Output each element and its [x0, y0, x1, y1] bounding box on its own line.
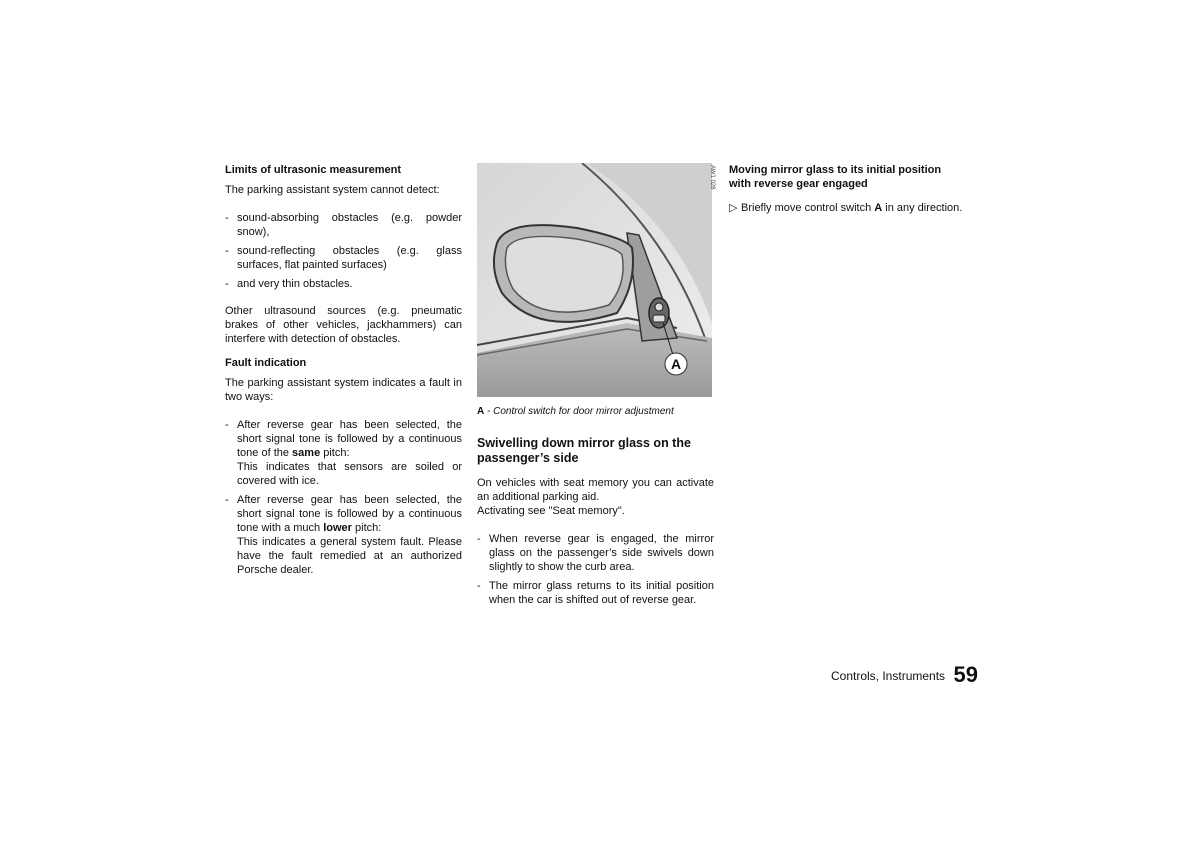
triangle-bullet-icon: ▷	[729, 202, 738, 214]
heading-line1: Moving mirror glass to its initial position	[729, 164, 942, 176]
instruction-bold: A	[874, 202, 883, 214]
fault-item-note: This indicates a general system fault. Please have the fault remedied at an authorized Porsche dealer.	[237, 536, 462, 576]
list-item	[225, 418, 462, 488]
fault-item-bold: same	[292, 447, 321, 459]
instruction-text: Briefly move control switch	[741, 202, 875, 214]
swivel-list	[477, 532, 714, 607]
swivel-heading-line2: passenger’s side	[477, 451, 579, 465]
fault-item-text: After reverse gear has been selected, the short signal tone is followed by a continuous tone of the	[237, 419, 462, 459]
swivel-reference: Activating see "Seat memory".	[477, 505, 625, 517]
fault-item-bold: lower	[323, 522, 352, 534]
caption-label: A	[477, 406, 485, 417]
fault-item-text-end: pitch:	[351, 522, 382, 534]
fault-item-text-end: pitch:	[320, 447, 350, 459]
list-item: - When reverse gear is engaged, the mirror glass on the passenger’s side swivels down slightly to show the curb area.	[477, 532, 714, 574]
column-right	[729, 163, 969, 215]
caption-text: - Control switch for door mirror adjustment	[484, 406, 674, 417]
limits-other-sources: Other ultrasound sources (e.g. pneumatic brakes of other vehicles, jackhammers) can interfere with detection of obstacles.	[225, 305, 462, 345]
page-number: 59	[953, 662, 978, 687]
list-item: - sound-reflecting obstacles (e.g. glass surfaces, flat painted surfaces)	[225, 244, 462, 272]
figure-code: AW1 028	[709, 165, 715, 190]
heading-line2: with reverse gear engaged	[729, 178, 868, 190]
list-item: - and very thin obstacles.	[225, 277, 462, 291]
mirror-drawing	[477, 163, 712, 397]
list-item	[225, 493, 462, 577]
fault-item-note: This indicates that sensors are soiled or covered with ice.	[237, 461, 462, 487]
figure-caption	[477, 405, 714, 418]
initial-position-heading	[729, 163, 969, 191]
callout-label: A	[670, 356, 682, 372]
limits-list	[225, 211, 462, 291]
swivel-intro: On vehicles with seat memory you can activate an additional parking aid.	[477, 477, 714, 503]
section-title: Controls, Instruments	[831, 669, 946, 683]
column-middle	[477, 163, 714, 612]
swivel-heading-line1: Swivelling down mirror glass on the	[477, 436, 691, 450]
instruction-text-end: in any direction.	[882, 202, 963, 214]
page-footer	[831, 662, 978, 688]
fault-intro: The parking assistant system indicates a fault in two ways:	[225, 377, 462, 403]
fault-heading: Fault indication	[225, 357, 307, 369]
door-mirror-illustration	[477, 163, 712, 397]
swivel-heading	[477, 436, 714, 466]
list-item: - sound-absorbing obstacles (e.g. powder snow),	[225, 211, 462, 239]
limits-intro: The parking assistant system cannot detect:	[225, 184, 440, 196]
list-item: - The mirror glass returns to its initial position when the car is shifted out of reverse gear.	[477, 579, 714, 607]
limits-heading: Limits of ultrasonic measurement	[225, 164, 402, 176]
column-left	[225, 163, 462, 582]
fault-list	[225, 418, 462, 577]
fault-item-text: After reverse gear has been selected, the short signal tone is followed by a continuous tone with a much	[237, 494, 462, 534]
instruction	[729, 201, 969, 215]
